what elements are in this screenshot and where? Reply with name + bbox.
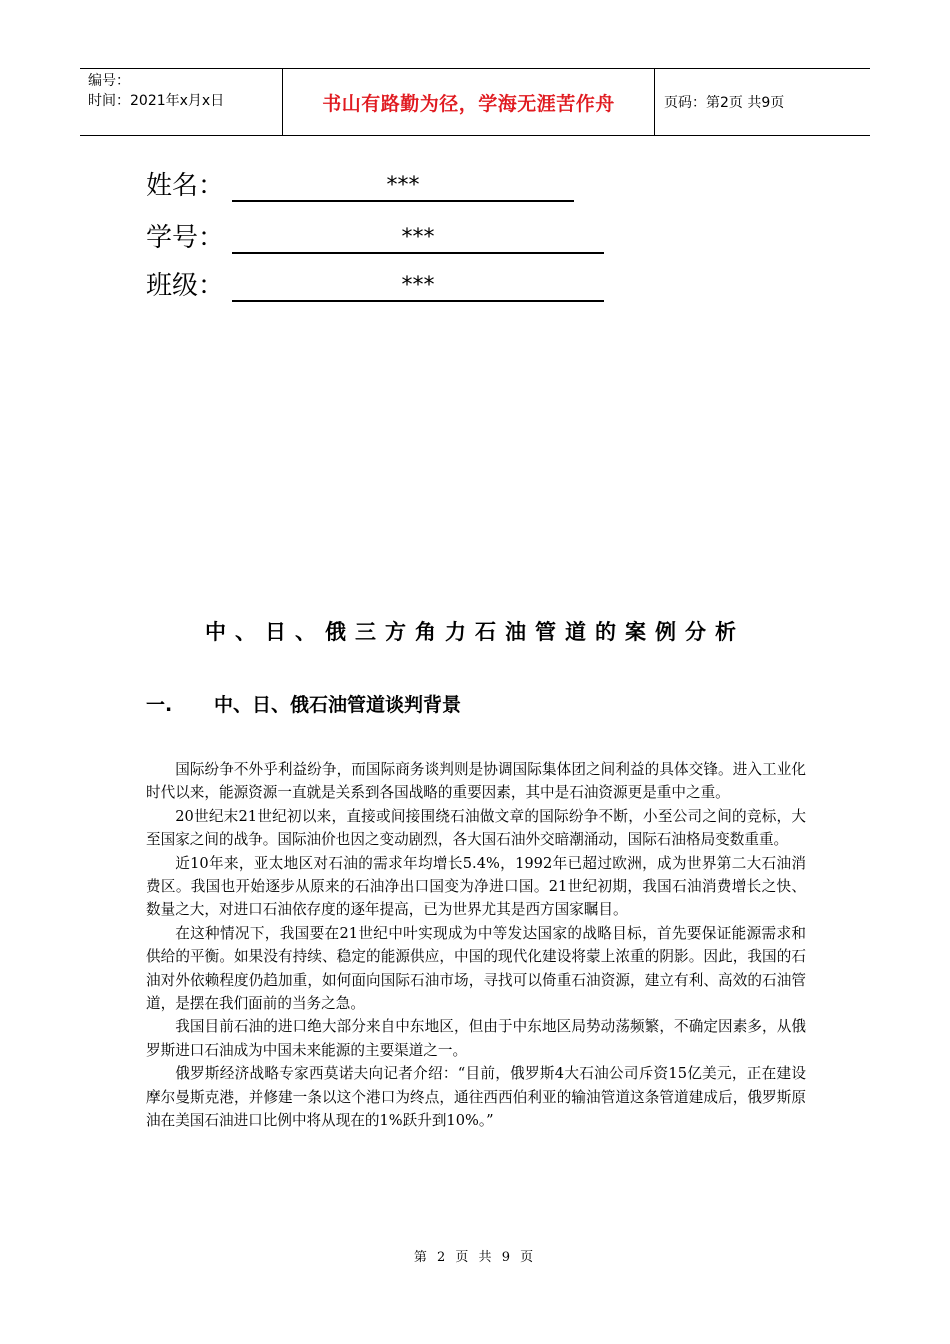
paragraph: 俄罗斯经济战略专家西莫诺夫向记者介绍：“目前，俄罗斯4大石油公司斥资15亿美元，正在建设摩尔曼斯克港，并修建一条以这个港口为终点，通往西西伯利亚的输油管道这条管道建成后，俄罗斯原油在美国石油进口比例中将从现在的1%跃升到10%。”: [146, 1065, 806, 1130]
page-footer: 第 2 页 共 9 页: [413, 1250, 537, 1265]
header-code-label: 编号：: [88, 73, 130, 89]
section-heading-text: 中、日、俄石油管道谈判背景: [214, 694, 462, 716]
paragraph: 在这种情况下，我国要在21世纪中叶实现成为中等发达国家的战略目标，首先要保证能源需求和供给的平衡。如果没有持续、稳定的能源供应，中国的现代化建设将蒙上浓重的阴影。因此，我国的石油对外依赖程度仍趋加重，如何面向国际石油市场，寻找可以倚重石油资源，建立有利、高效的石油管道，是摆在我们面前的当务之急。: [146, 924, 806, 1013]
paragraph: 我国目前石油的进口绝大部分来自中东地区，但由于中东地区局势动荡频繁，不确定因素多，从俄罗斯进口石油成为中国未来能源的主要渠道之一。: [146, 1018, 806, 1059]
header-divider: [654, 69, 655, 135]
student-id-field: [146, 220, 435, 254]
class-label: 班级：: [146, 271, 225, 301]
header-left-cell: [88, 71, 284, 111]
paragraph: 国际纷争不外乎利益纷争，而国际商务谈判则是协调国际集体团之间利益的具体交锋。进入工业化时代以来，能源资源一直就是关系到各国战略的重要因素，其中是石油资源更是重中之重。: [146, 761, 806, 802]
section-heading: [146, 690, 461, 717]
paragraph: 20世纪末21世纪初以来，直接或间接围绕石油做文章的国际纷争不断，小至公司之间的竞标，大至国家之间的战争。国际油价也因之变动剧烈，各大国石油外交暗潮涌动，国际石油格局变数重重。: [146, 807, 806, 849]
header-motto: 书山有路勤为径，学海无涯苦作舟: [322, 92, 615, 115]
document-title: 中、日、俄三方角力石油管道的案例分析: [205, 619, 745, 644]
name-value: ***: [232, 174, 574, 202]
name-label: 姓名：: [146, 171, 225, 201]
body-text: [146, 758, 806, 1133]
name-field: [146, 168, 420, 202]
paragraph: 近10年来，亚太地区对石油的需求年均增长5.4%，1992年已超过欧洲，成为世界第二大石油消费区。我国也开始逐步从原来的石油净出口国变为净进口国。21世纪初期，我国石油消费增长之快、数量之大，对进口石油依存度的逐年提高，已为世界尤其是西方国家瞩目。: [146, 854, 806, 919]
header-time-label: 时间：2021年x月x日: [88, 93, 225, 109]
student-id-value: ***: [232, 226, 604, 254]
student-id-label: 学号：: [146, 223, 225, 253]
header-page-info: 页码：第2页 共9页: [664, 95, 785, 111]
class-value: ***: [232, 274, 604, 302]
section-number: 一.: [146, 694, 173, 716]
page-header: [80, 68, 870, 136]
class-field: [146, 268, 435, 302]
